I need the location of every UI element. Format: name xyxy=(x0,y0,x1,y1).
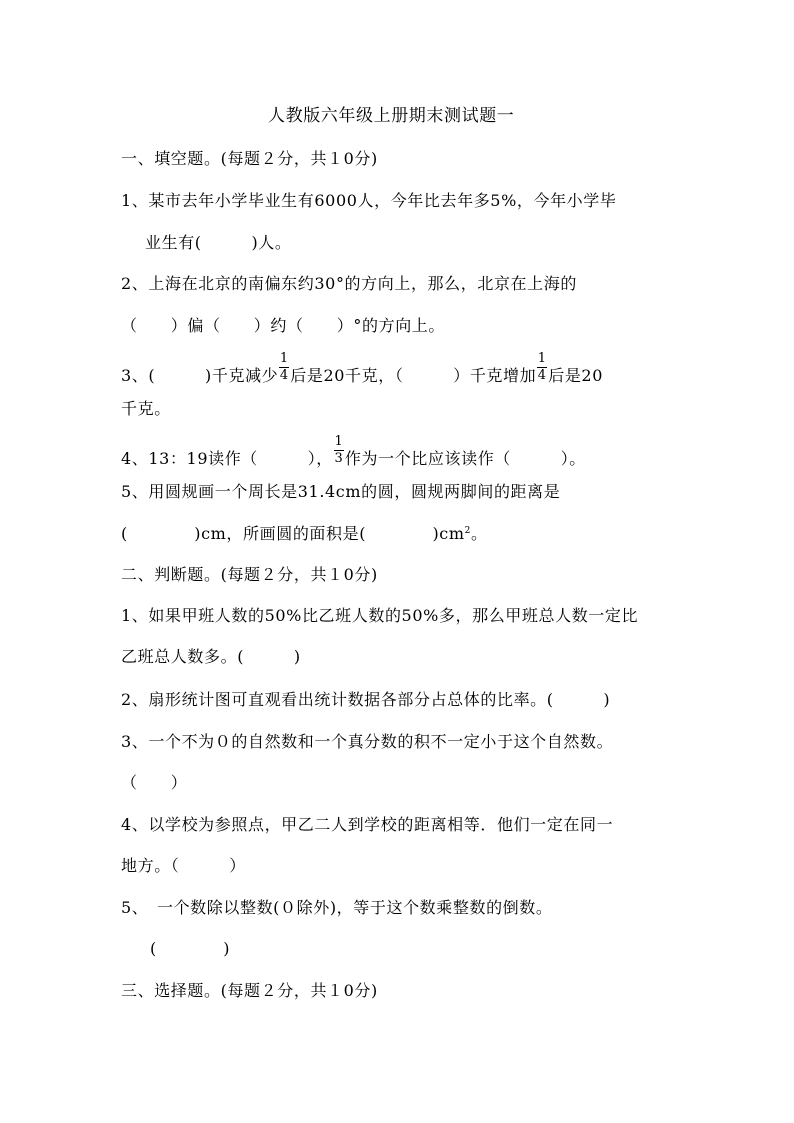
question-2-4-line-1: 4、以学校为参照点，甲乙二人到学校的距离相等．他们一定在同一 xyxy=(121,815,614,834)
question-1-5-text: ( )cm，所画圆的面积是( )cm xyxy=(121,524,465,543)
question-1-4-text-a: 4、13：19读作（ ）， xyxy=(121,449,333,468)
question-1-2-line-1: 2、上海在北京的南偏东约30°的方向上，那么，北京在上海的 xyxy=(121,274,577,293)
fraction-numerator: 1 xyxy=(334,434,344,449)
question-2-5-line-1: 5、 一个数除以整数(０除外)，等于这个数乘整数的倒数。 xyxy=(121,898,553,917)
fraction-denominator: 4 xyxy=(537,368,547,383)
question-2-1-line-1: 1、如果甲班人数的50%比乙班人数的50%多，那么甲班总人数一定比 xyxy=(121,606,639,625)
question-2-3-line-1: 3、一个不为０的自然数和一个真分数的积不一定小于这个自然数。 xyxy=(121,732,614,751)
question-1-2-line-2: （ ）偏（ ）约（ ）°的方向上。 xyxy=(121,316,446,335)
fraction-one-quarter xyxy=(279,351,289,386)
question-2-2-line-1: 2、扇形统计图可直观看出统计数据各部分占总体的比率。( ) xyxy=(121,690,611,709)
question-2-3-line-2: （ ） xyxy=(121,773,188,792)
question-1-3-line-1 xyxy=(121,351,603,386)
question-1-4-text-b: 作为一个比应该读作（ ）。 xyxy=(344,449,586,468)
fraction-one-quarter xyxy=(537,351,547,386)
question-2-4-line-2: 地方。（ ） xyxy=(121,856,246,875)
section-heading-true-false: 二、判断题。(每题２分，共１0分) xyxy=(121,565,378,584)
fraction-one-third xyxy=(334,434,344,469)
section-heading-multiple-choice: 三、选择题。(每题２分，共１0分) xyxy=(121,981,378,1000)
superscript-squared: 2 xyxy=(464,526,471,536)
section-heading-fill-blank: 一、填空题。(每题２分，共１0分) xyxy=(121,149,378,168)
fraction-numerator: 1 xyxy=(279,351,289,366)
fraction-denominator: 4 xyxy=(279,368,289,383)
question-2-1-line-2: 乙班总人数多。( ) xyxy=(121,647,301,666)
question-1-5-end: 。 xyxy=(470,524,488,543)
fraction-numerator: 1 xyxy=(537,351,547,366)
question-1-5-line-1: 5、用圆规画一个周长是31.4cm的圆，圆规两脚间的距离是 xyxy=(121,482,561,501)
question-1-1-line-1: 1、某市去年小学毕业生有6000人，今年比去年多5%，今年小学毕 xyxy=(121,191,617,210)
page-title: 人教版六年级上册期末测试题一 xyxy=(268,106,515,126)
question-2-5-line-2: ( ) xyxy=(150,939,231,958)
question-1-3-text-c: 后是20 xyxy=(548,366,603,385)
question-1-5-line-2 xyxy=(121,524,488,544)
question-1-3-text-b: 后是20千克，（ ）千克增加 xyxy=(290,366,537,385)
question-1-3-line-2: 千克。 xyxy=(121,399,171,418)
fraction-denominator: 3 xyxy=(334,451,344,466)
question-1-1-line-2: 业生有( )人。 xyxy=(145,233,292,252)
question-1-4-line-1 xyxy=(121,434,586,469)
question-1-3-text-a: 3、( )千克减少 xyxy=(121,366,279,385)
